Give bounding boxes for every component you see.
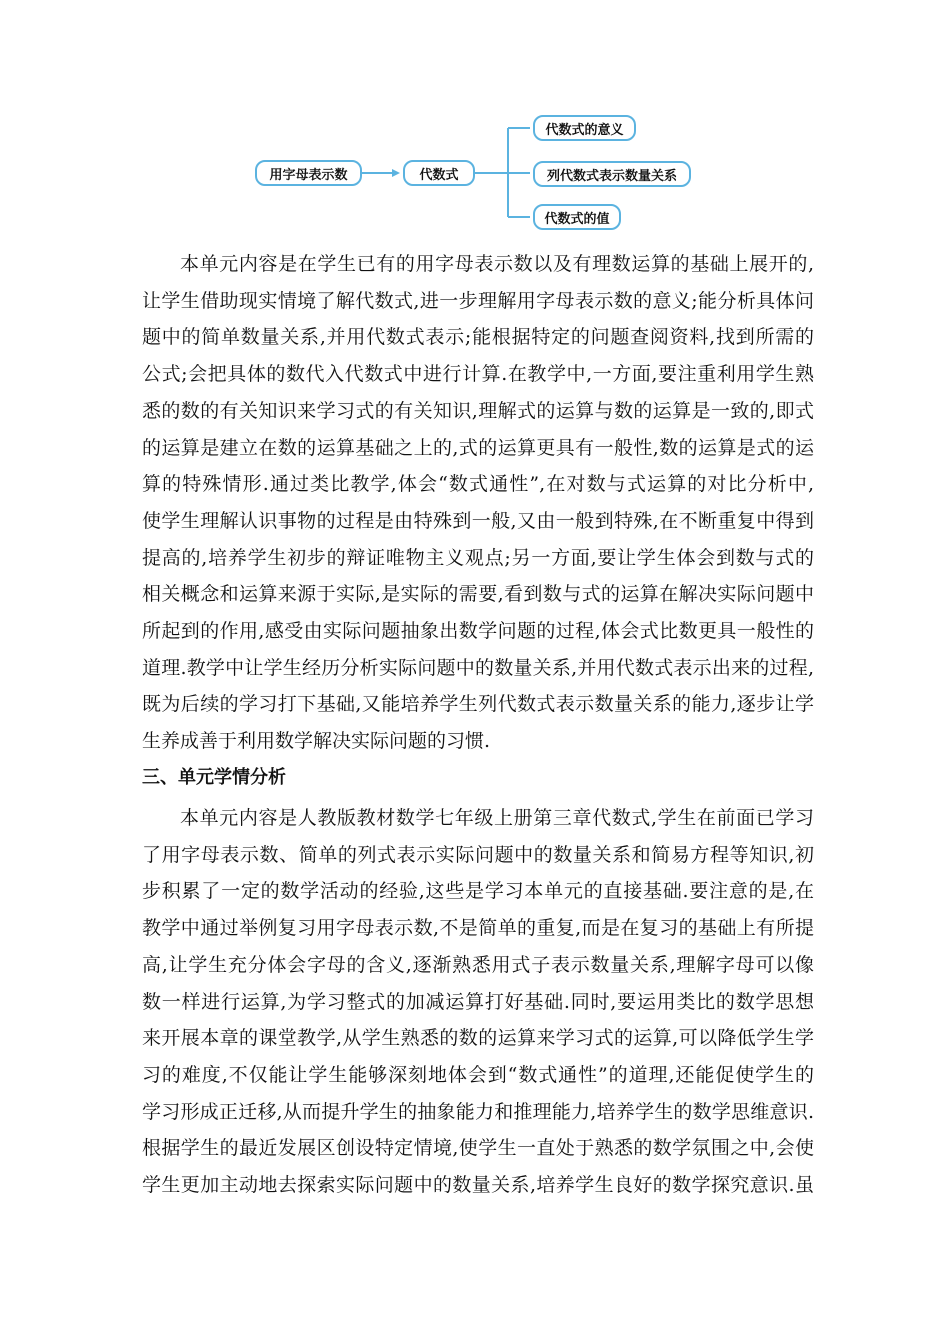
arrow-head (392, 169, 400, 177)
text-line: 题中的简单数量关系,并用代数式表示;能根据特定的问题查阅资料,找到所需的 (142, 326, 814, 349)
text-line: 生养成善于利用数学解决实际问题的习惯. (142, 730, 491, 753)
text-line: 相关概念和运算来源于实际,是实际的需要,看到数与式的运算在解决实际问题中 (142, 583, 814, 606)
concept-diagram (0, 0, 950, 240)
diagram-branch-node: 列代数式表示数量关系 (533, 161, 691, 187)
text-line: 步积累了一定的数学活动的经验,这些是学习本单元的直接基础.要注意的是,在 (142, 880, 814, 903)
text-line: 提高的,培养学生初步的辩证唯物主义观点;另一方面,要让学生体会到数与式的 (142, 546, 814, 569)
text-line: 的运算是建立在数的运算基础之上的,式的运算更具有一般性,数的运算是式的运 (142, 436, 814, 459)
text-line: 算的特殊情形.通过类比教学,体会“数式通性”,在对数与式运算的对比分析中, (142, 473, 814, 496)
text-line: 了用字母表示数、简单的列式表示实际问题中的数量关系和简易方程等知识,初 (142, 843, 814, 866)
unit-content-paragraph (142, 246, 814, 760)
diagram-center-node: 代数式 (403, 160, 475, 186)
section-heading: 三、单元学情分析 (142, 767, 286, 788)
text-line: 本单元内容是在学生已有的用字母表示数以及有理数运算的基础上展开的, (180, 253, 814, 275)
text-line: 根据学生的最近发展区创设特定情境,使学生一直处于熟悉的数学氛围之中,会使 (142, 1137, 814, 1160)
diagram-branch-node: 代数式的意义 (533, 115, 636, 141)
text-line: 既为后续的学习打下基础,又能培养学生列代数式表示数量关系的能力,逐步让学 (142, 693, 814, 716)
text-line: 学习形成正迁移,从而提升学生的抽象能力和推理能力,培养学生的数学思维意识. (142, 1100, 814, 1123)
diagram-branch-node: 代数式的值 (533, 204, 621, 230)
text-line: 道理.教学中让学生经历分析实际问题中的数量关系,并用代数式表示出来的过程, (142, 656, 814, 679)
text-line: 教学中通过举例复习用字母表示数,不是简单的重复,而是在复习的基础上有所提 (142, 917, 814, 940)
diagram-connectors (0, 0, 950, 240)
text-line: 来开展本章的课堂教学,从学生熟悉的数的运算来学习式的运算,可以降低学生学 (142, 1027, 814, 1050)
text-line: 公式;会把具体的数代入代数式中进行计算.在教学中,一方面,要注重利用学生熟 (142, 363, 814, 386)
text-line: 使学生理解认识事物的过程是由特殊到一般,又由一般到特殊,在不断重复中得到 (142, 509, 814, 532)
learning-analysis-paragraph (142, 800, 814, 1204)
text-line: 学生更加主动地去探索实际问题中的数量关系,培养学生良好的数学探究意识.虽 (142, 1174, 814, 1197)
diagram-root-node: 用字母表示数 (255, 160, 362, 186)
text-line: 数一样进行运算,为学习整式的加减运算打好基础.同时,要运用类比的数学思想 (142, 990, 814, 1013)
text-line: 习的难度,不仅能让学生能够深刻地体会到“数式通性”的道理,还能促使学生的 (142, 1063, 814, 1086)
text-line: 让学生借助现实情境了解代数式,进一步理解用字母表示数的意义;能分析具体问 (142, 289, 814, 312)
text-line: 悉的数的有关知识来学习式的有关知识,理解式的运算与数的运算是一致的,即式 (142, 399, 814, 422)
text-line: 本单元内容是人教版教材数学七年级上册第三章代数式,学生在前面已学习 (180, 807, 814, 829)
text-line: 高,让学生充分体会字母的含义,逐渐熟悉用式子表示数量关系,理解字母可以像 (142, 953, 814, 976)
text-line: 所起到的作用,感受由实际问题抽象出数学问题的过程,体会式比数更具一般性的 (142, 620, 814, 643)
